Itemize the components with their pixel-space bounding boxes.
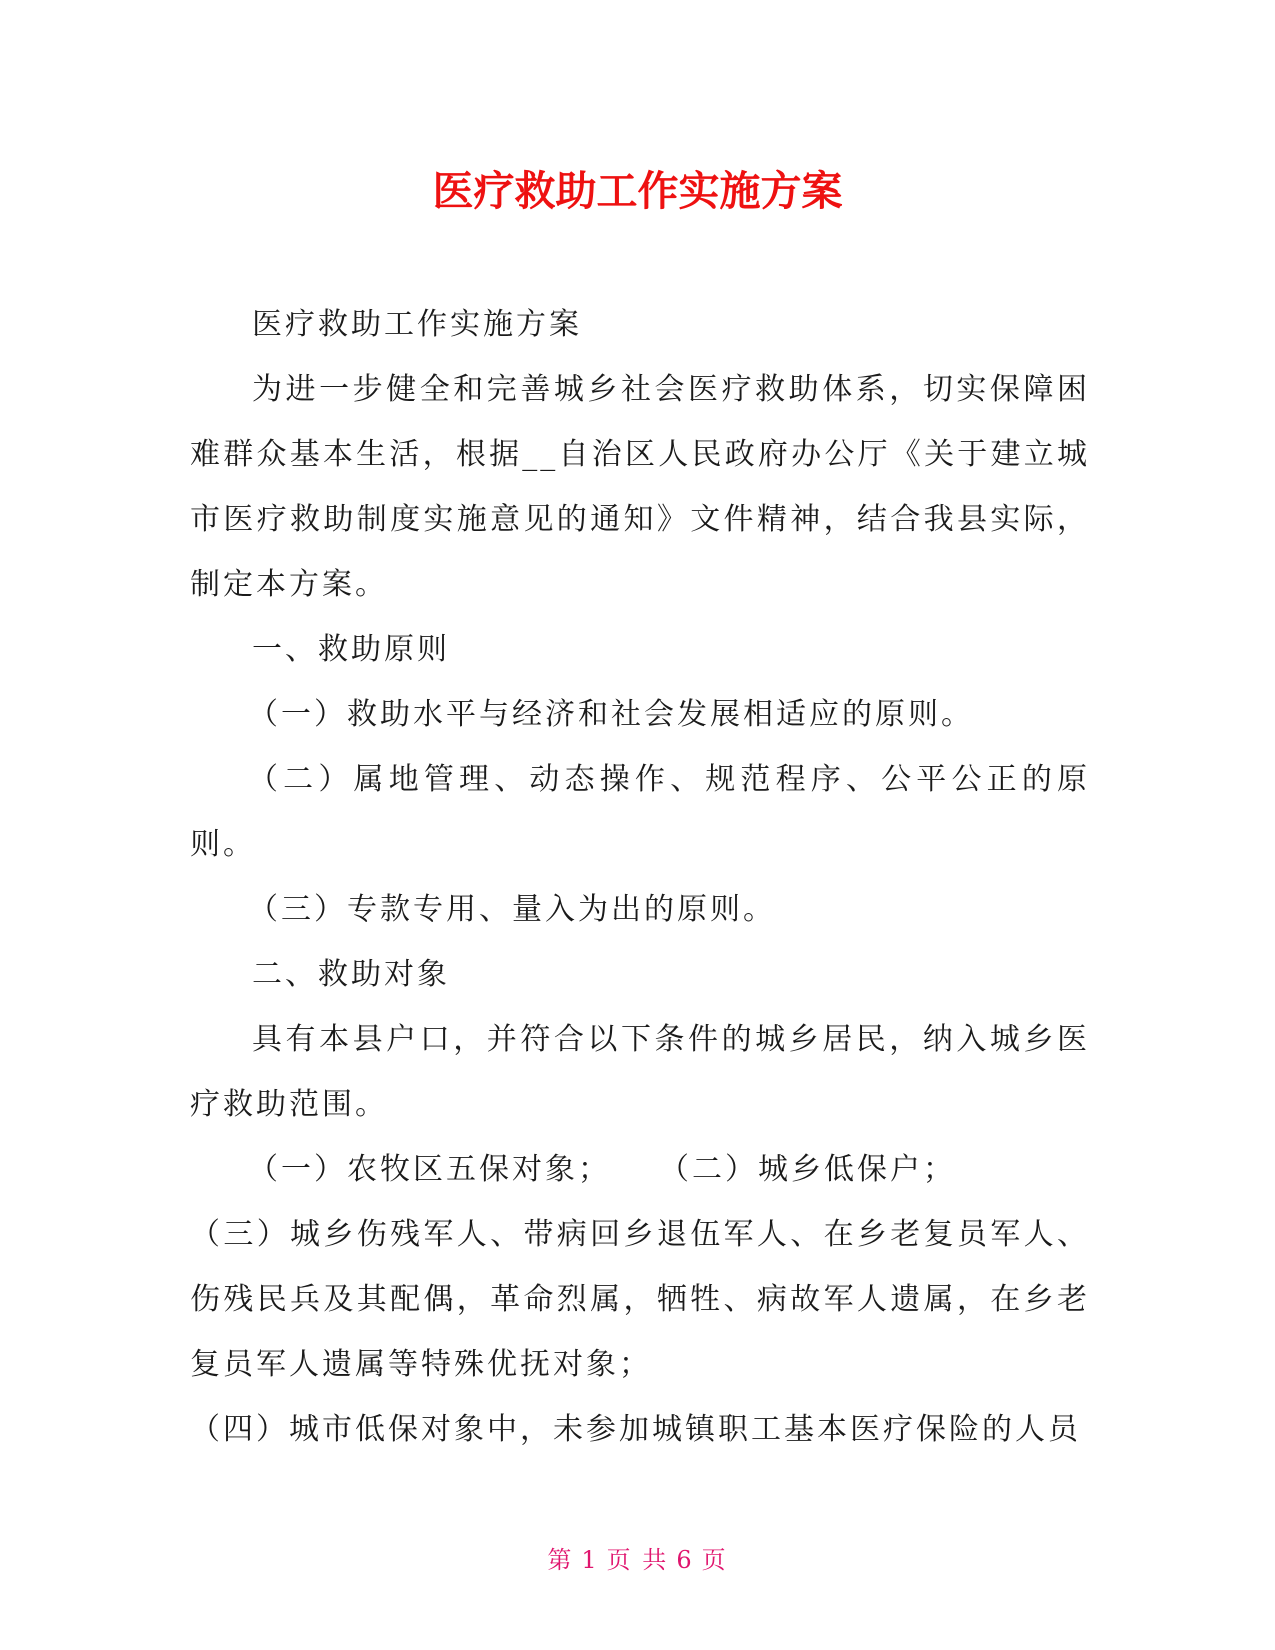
- principle-item-3: （三）专款专用、量入为出的原则。: [248, 892, 776, 927]
- footer-text-post: 页: [701, 1546, 728, 1574]
- recipient-item-2: （二）城乡低保户；: [659, 1152, 956, 1187]
- paragraph-heading: 医疗救助工作实施方案: [252, 307, 582, 342]
- recipient-item-4: （四）城市低保对象中，未参加城镇职工基本医疗保险的人员: [190, 1412, 1081, 1447]
- paragraph-recipients: 具有本县户口，并符合以下条件的城乡居民，纳入城乡医疗救助范围。: [190, 1022, 1090, 1122]
- footer-text-mid: 页 共: [606, 1546, 669, 1574]
- document-title: 医疗救助工作实施方案: [432, 167, 843, 215]
- principle-item-1: （一）救助水平与经济和社会发展相适应的原则。: [248, 697, 974, 732]
- document-body: [190, 292, 1090, 1462]
- footer-text-pre: 第: [547, 1546, 574, 1574]
- footer-total-pages: 6: [676, 1546, 694, 1574]
- recipient-item-3: （三）城乡伤残军人、带病回乡退伍军人、在乡老复员军人、伤残民兵及其配偶，革命烈属，牺牲、病故军人遗属，在乡老复员军人遗属等特殊优抚对象；: [190, 1217, 1090, 1382]
- footer-page-number: 1: [581, 1546, 599, 1574]
- section-heading-recipients: 二、救助对象: [252, 957, 450, 992]
- principle-item-2: （二）属地管理、动态操作、规范程序、公平公正的原则。: [190, 762, 1090, 862]
- page-footer: [0, 1540, 1275, 1575]
- section-heading-principles: 一、救助原则: [252, 632, 450, 667]
- recipient-items-1-2: [190, 1137, 1090, 1202]
- paragraph-intro: 为进一步健全和完善城乡社会医疗救助体系，切实保障困难群众基本生活，根据__自治区人民政府办公厅《关于建立城市医疗救助制度实施意见的通知》文件精神，结合我县实际，制定本方案。: [190, 372, 1090, 602]
- recipient-item-1: （一）农牧区五保对象；: [248, 1152, 611, 1187]
